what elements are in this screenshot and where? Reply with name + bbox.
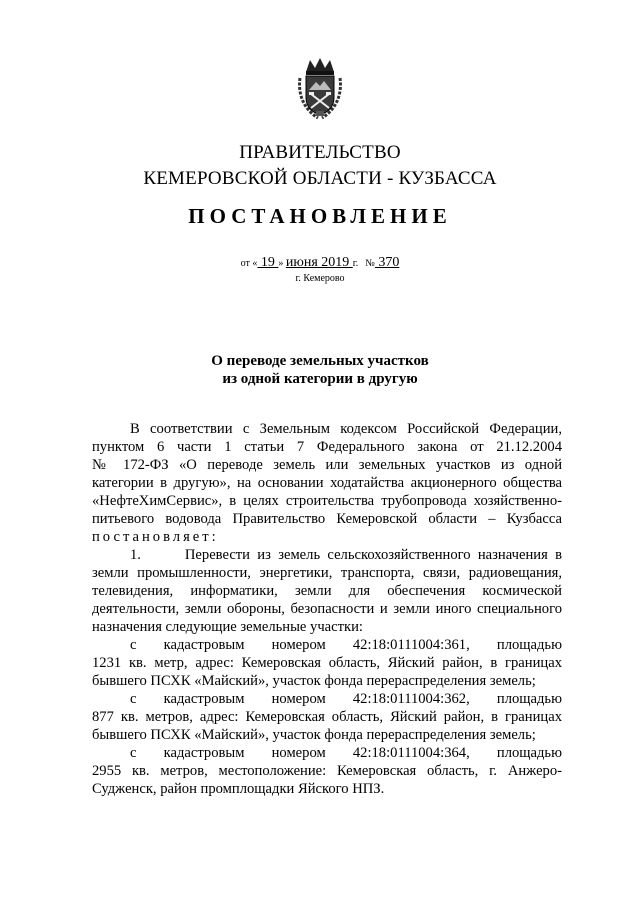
preamble-line: пунктом 6 части 1 статьи 7 Федерального закона от 21.12.2004 xyxy=(92,439,562,455)
parcel-word: номером xyxy=(271,691,326,707)
item1-line: деятельности, земли обороны, безопасности и земли иного специального xyxy=(92,601,562,617)
parcel-word: кадастровым xyxy=(163,691,245,707)
parcel-line: 2955 кв. метров, местоположение: Кемеровская область, г. Анжеро- xyxy=(92,763,562,779)
parcel-cadastral-number: 42:18:0111004:362, xyxy=(352,691,470,707)
parcel-word: кадастровым xyxy=(163,637,245,653)
parcel-word: площадью xyxy=(496,691,562,707)
document-type-title: ПОСТАНОВЛЕНИЕ xyxy=(188,204,452,228)
subject-line1: О переводе земельных участков xyxy=(211,353,429,369)
preamble-line: питьевого водовода Правительство Кемеровской области – Кузбасса xyxy=(92,511,562,527)
parcel-word: с xyxy=(130,691,137,707)
parcel-line: 877 кв. метров, адрес: Кемеровская область, Яйский район, в границах xyxy=(92,709,562,725)
parcel-2-header xyxy=(92,690,562,708)
parcel-line: Судженск, район промплощадки Яйского НПЗ. xyxy=(92,781,385,797)
preamble-line: В соответствии с Земельным кодексом Российской Федерации, xyxy=(130,421,562,437)
date-day: 19 xyxy=(257,255,279,270)
parcel-line: бывшего ПСХК «Майский», участок фонда перераспределения земель; xyxy=(92,673,536,689)
date-prefix: от « xyxy=(240,258,258,269)
parcel-word: с xyxy=(130,637,137,653)
item1-line: назначения следующие земельные участки: xyxy=(92,619,363,635)
parcel-word: номером xyxy=(271,637,326,653)
parcel-word: площадью xyxy=(496,745,562,761)
parcel-line: бывшего ПСХК «Майский», участок фонда перераспределения земель; xyxy=(92,727,536,743)
parcel-cadastral-number: 42:18:0111004:361, xyxy=(352,637,470,653)
parcel-word: площадью xyxy=(496,637,562,653)
parcel-line: 1231 кв. метр, адрес: Кемеровская область, Яйский район, в границах xyxy=(92,655,562,671)
parcel-word: кадастровым xyxy=(163,745,245,761)
document-number: 370 xyxy=(374,255,400,270)
number-prefix: № xyxy=(365,258,375,269)
parcel-1-header xyxy=(92,636,562,654)
kemerovo-coat-of-arms-icon xyxy=(296,56,344,122)
resolves-word: постановляет: xyxy=(92,529,219,545)
date-number-line xyxy=(0,255,640,271)
date-mid: » xyxy=(278,258,286,269)
parcel-3-header xyxy=(92,744,562,762)
parcel-word: с xyxy=(130,745,137,761)
document-body xyxy=(92,420,562,798)
subject-line2: из одной категории в другую xyxy=(222,371,418,387)
document-subject xyxy=(0,352,640,388)
parcel-cadastral-number: 42:18:0111004:364, xyxy=(352,745,470,761)
item1-line: телевидения, информатики, земли для обеспечения космической xyxy=(92,583,562,599)
government-title-line2: КЕМЕРОВСКОЙ ОБЛАСТИ - КУЗБАССА xyxy=(143,168,497,189)
item1-line: 1. Перевести из земель сельскохозяйственного назначения в xyxy=(130,547,562,563)
preamble-line: категории в другую», на основании ходатайства акционерного общества xyxy=(92,475,562,491)
city-name: г. Кемерово xyxy=(295,273,345,284)
date-month-year: июня 2019 xyxy=(285,255,353,270)
date-year-suffix: г. xyxy=(352,258,359,269)
parcel-word: номером xyxy=(271,745,326,761)
item1-line: земли промышленности, энергетики, транспорта, связи, радиовещания, xyxy=(92,565,562,581)
preamble-line: № 172-ФЗ «О переводе земель или земельных участков из одной xyxy=(92,457,562,473)
government-title-line1: ПРАВИТЕЛЬСТВО xyxy=(239,142,401,163)
preamble-line: «НефтеХимСервис», в целях строительства трубопровода хозяйственно- xyxy=(92,493,562,509)
